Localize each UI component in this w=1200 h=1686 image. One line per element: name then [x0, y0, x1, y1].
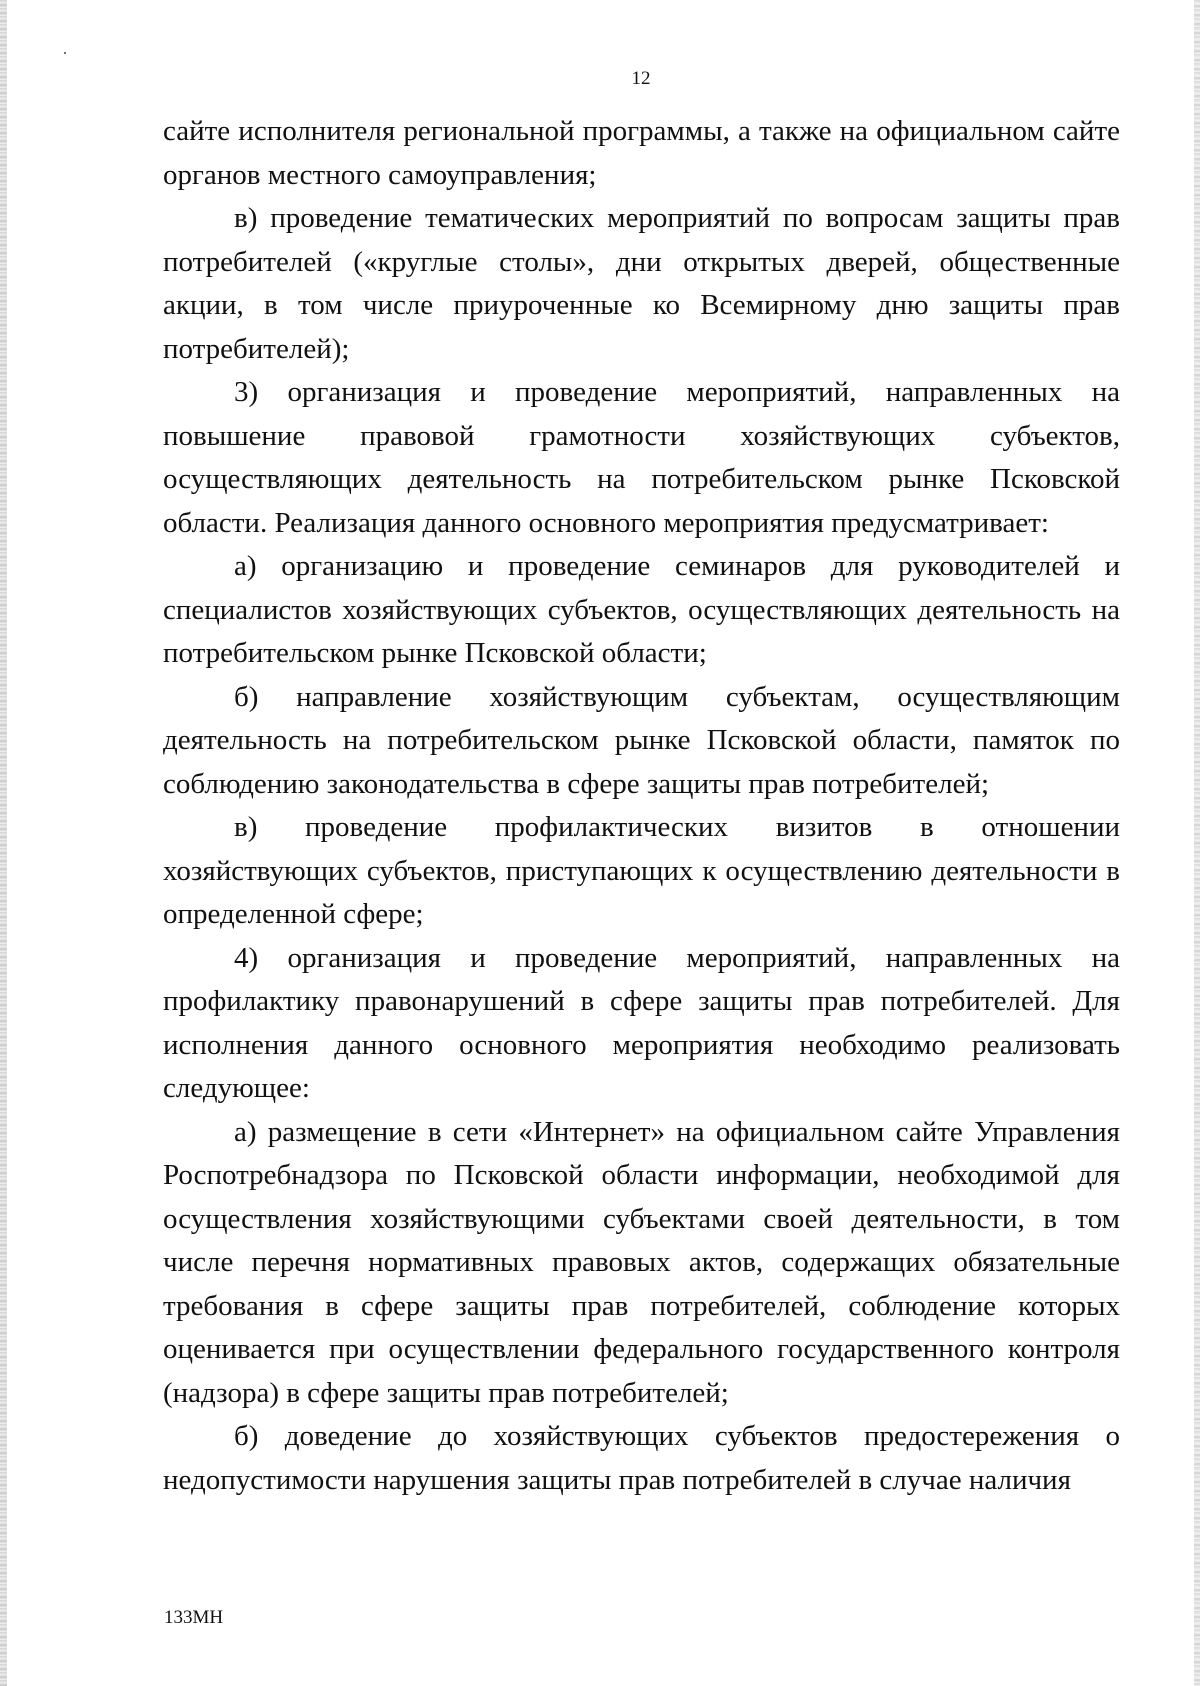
paragraph-item-4: 4) организация и проведение мероприятий, направленных на профилактику правонарушений в сфере защиты прав потребителей. Для исполнения данного основного мероприятия необходимо реализовать следующее:: [163, 941, 1120, 1104]
paragraph-continuation: сайте исполнителя региональной программы, а также на официальном сайте органов местного самоуправления;: [163, 115, 1120, 191]
scan-edge-right: [1194, 0, 1200, 1686]
paragraph-item-b-warning: б) доведение до хозяйствующих субъектов предостережения о недопустимости нарушения защиты прав потребителей в случае наличия: [163, 1420, 1120, 1496]
paragraph-item-v-events: в) проведение тематических мероприятий по вопросам защиты прав потребителей («круглые столы», дни открытых дверей, общественные акции, в том числе приуроченные ко Всемирному дню защиты прав потребителей);: [163, 202, 1120, 365]
paragraph-item-v-visits: в) проведение профилактических визитов в отношении хозяйствующих субъектов, приступающих к осуществлению деятельности в определенной сфере;: [163, 811, 1120, 930]
scan-edge-left: [0, 0, 7, 1686]
paragraph-item-3: 3) организация и проведение мероприятий, направленных на повышение правовой грамотности хозяйствующих субъектов, осуществляющих деятельность на потребительском рынке Псковской области. Реализация данного основного мероприятия предусматривает:: [163, 376, 1120, 539]
document-body: [163, 110, 1120, 1502]
paragraph-item-b-memos: б) направление хозяйствующим субъектам, осуществляющим деятельность на потребительском рынке Псковской области, памяток по соблюдению законодательства в сфере защиты прав потребителей;: [163, 680, 1120, 800]
paragraph-item-a-internet: а) размещение в сети «Интернет» на официальном сайте Управления Роспотребнадзора по Псковской области информации, необходимой для осуществления хозяйствующими субъектами своей деятельности, в том числе перечня нормативных правовых актов, содержащих обязательные требования в сфере защиты прав потребителей, соблюдение которых оценивается при осуществлении федерального государственного контроля (надзора) в сфере защиты прав потребителей;: [163, 1115, 1120, 1409]
paragraph-item-a-seminars: а) организацию и проведение семинаров для руководителей и специалистов хозяйствующих субъектов, осуществляющих деятельность на потребительском рынке Псковской области;: [163, 550, 1120, 669]
document-code: 133МН: [164, 1607, 224, 1628]
scan-speck: [64, 52, 66, 54]
page-number: 12: [631, 68, 651, 89]
